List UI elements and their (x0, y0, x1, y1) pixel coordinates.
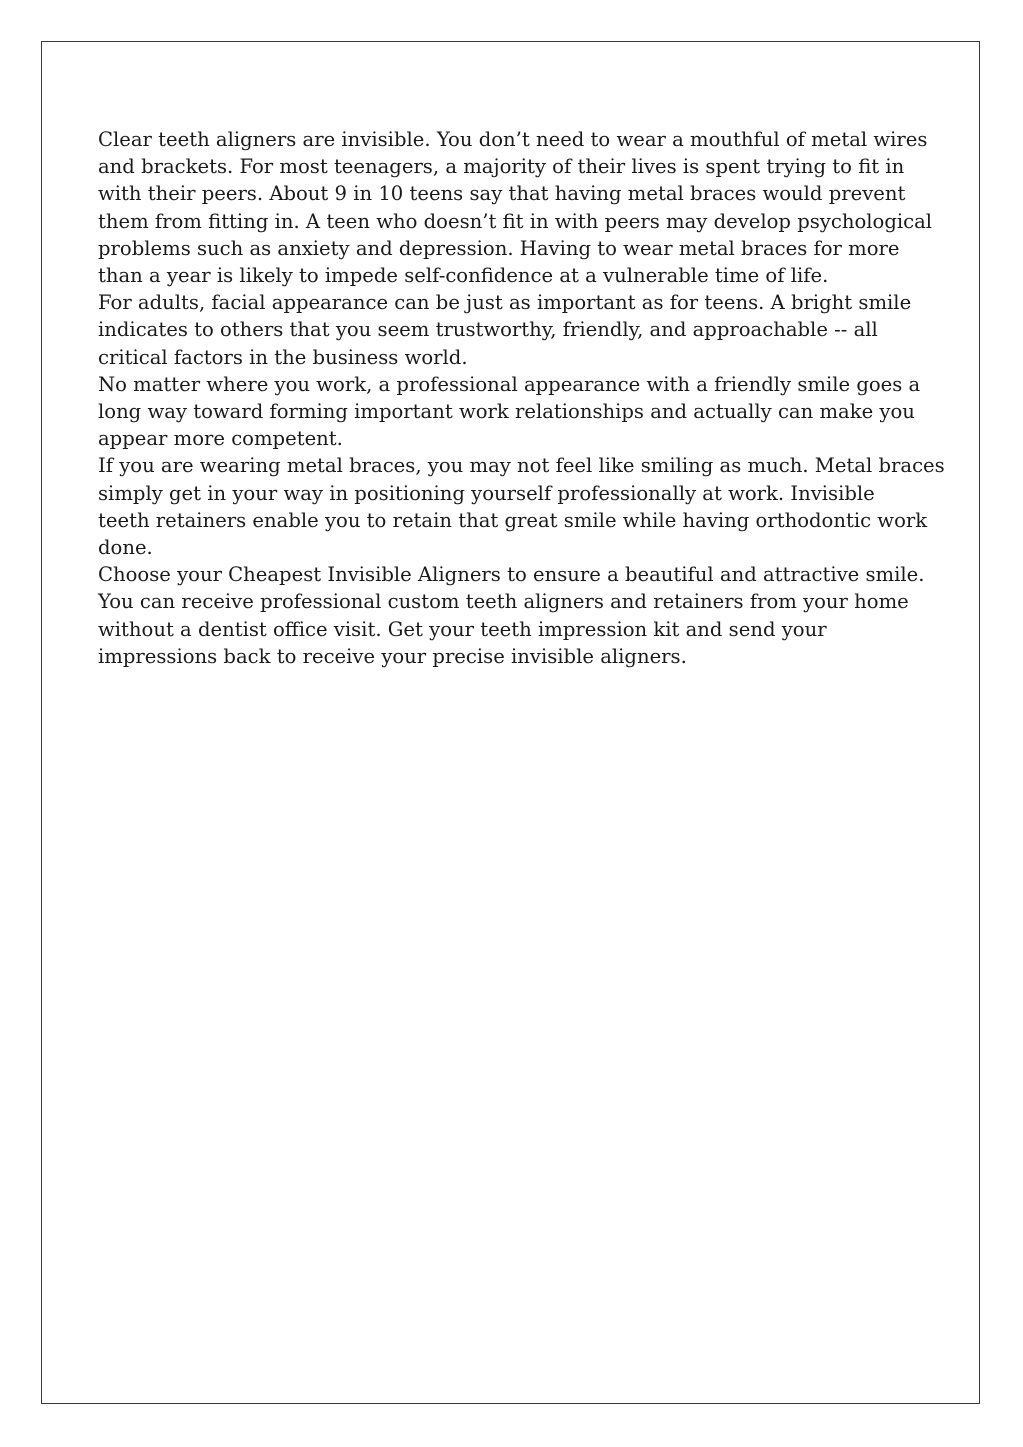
paragraph-line: long way toward forming important work relationships and actually can make you (98, 400, 915, 424)
paragraph-cheapest-aligners (98, 561, 940, 670)
paragraph-metal-braces-work (98, 452, 945, 561)
paragraph-line: critical factors in the business world. (98, 345, 468, 369)
paragraph-line: and brackets. For most teenagers, a majority of their lives is spent trying to fit in (98, 155, 905, 179)
paragraph-professional-appearance (98, 371, 940, 453)
document-body (98, 126, 945, 670)
paragraph-line: done. (98, 536, 153, 560)
paragraph-line: indicates to others that you seem trustworthy, friendly, and approachable -- all (98, 318, 878, 342)
paragraph-line: Choose your Cheapest Invisible Aligners to ensure a beautiful and attractive smile. (98, 563, 925, 587)
paragraph-line: appear more competent. (98, 427, 343, 451)
paragraph-line: problems such as anxiety and depression. Having to wear metal braces for more (98, 236, 900, 260)
paragraph-line: teeth retainers enable you to retain that great smile while having orthodontic work (98, 508, 928, 532)
paragraph-line: If you are wearing metal braces, you may not feel like smiling as much. Metal braces (98, 454, 945, 478)
paragraph-line: than a year is likely to impede self-confidence at a vulnerable time of life. (98, 264, 829, 288)
paragraph-adults-appearance (98, 289, 940, 371)
paragraph-line: with their peers. About 9 in 10 teens say that having metal braces would prevent (98, 182, 906, 206)
paragraph-line: simply get in your way in positioning yourself professionally at work. Invisible (98, 481, 875, 505)
page-frame (41, 41, 980, 1404)
paragraph-line: impressions back to receive your precise invisible aligners. (98, 644, 687, 668)
paragraph-line: them from fitting in. A teen who doesn’t fit in with peers may develop psychological (98, 209, 933, 233)
paragraph-line: No matter where you work, a professional appearance with a friendly smile goes a (98, 372, 921, 396)
paragraph-line: For adults, facial appearance can be just as important as for teens. A bright smile (98, 291, 912, 315)
paragraph-line: Clear teeth aligners are invisible. You don’t need to wear a mouthful of metal wires (98, 128, 928, 151)
paragraph-line: without a dentist office visit. Get your teeth impression kit and send your (98, 617, 827, 641)
paragraph-teen-braces (98, 126, 940, 289)
paragraph-line: You can receive professional custom teeth aligners and retainers from your home (98, 590, 909, 614)
